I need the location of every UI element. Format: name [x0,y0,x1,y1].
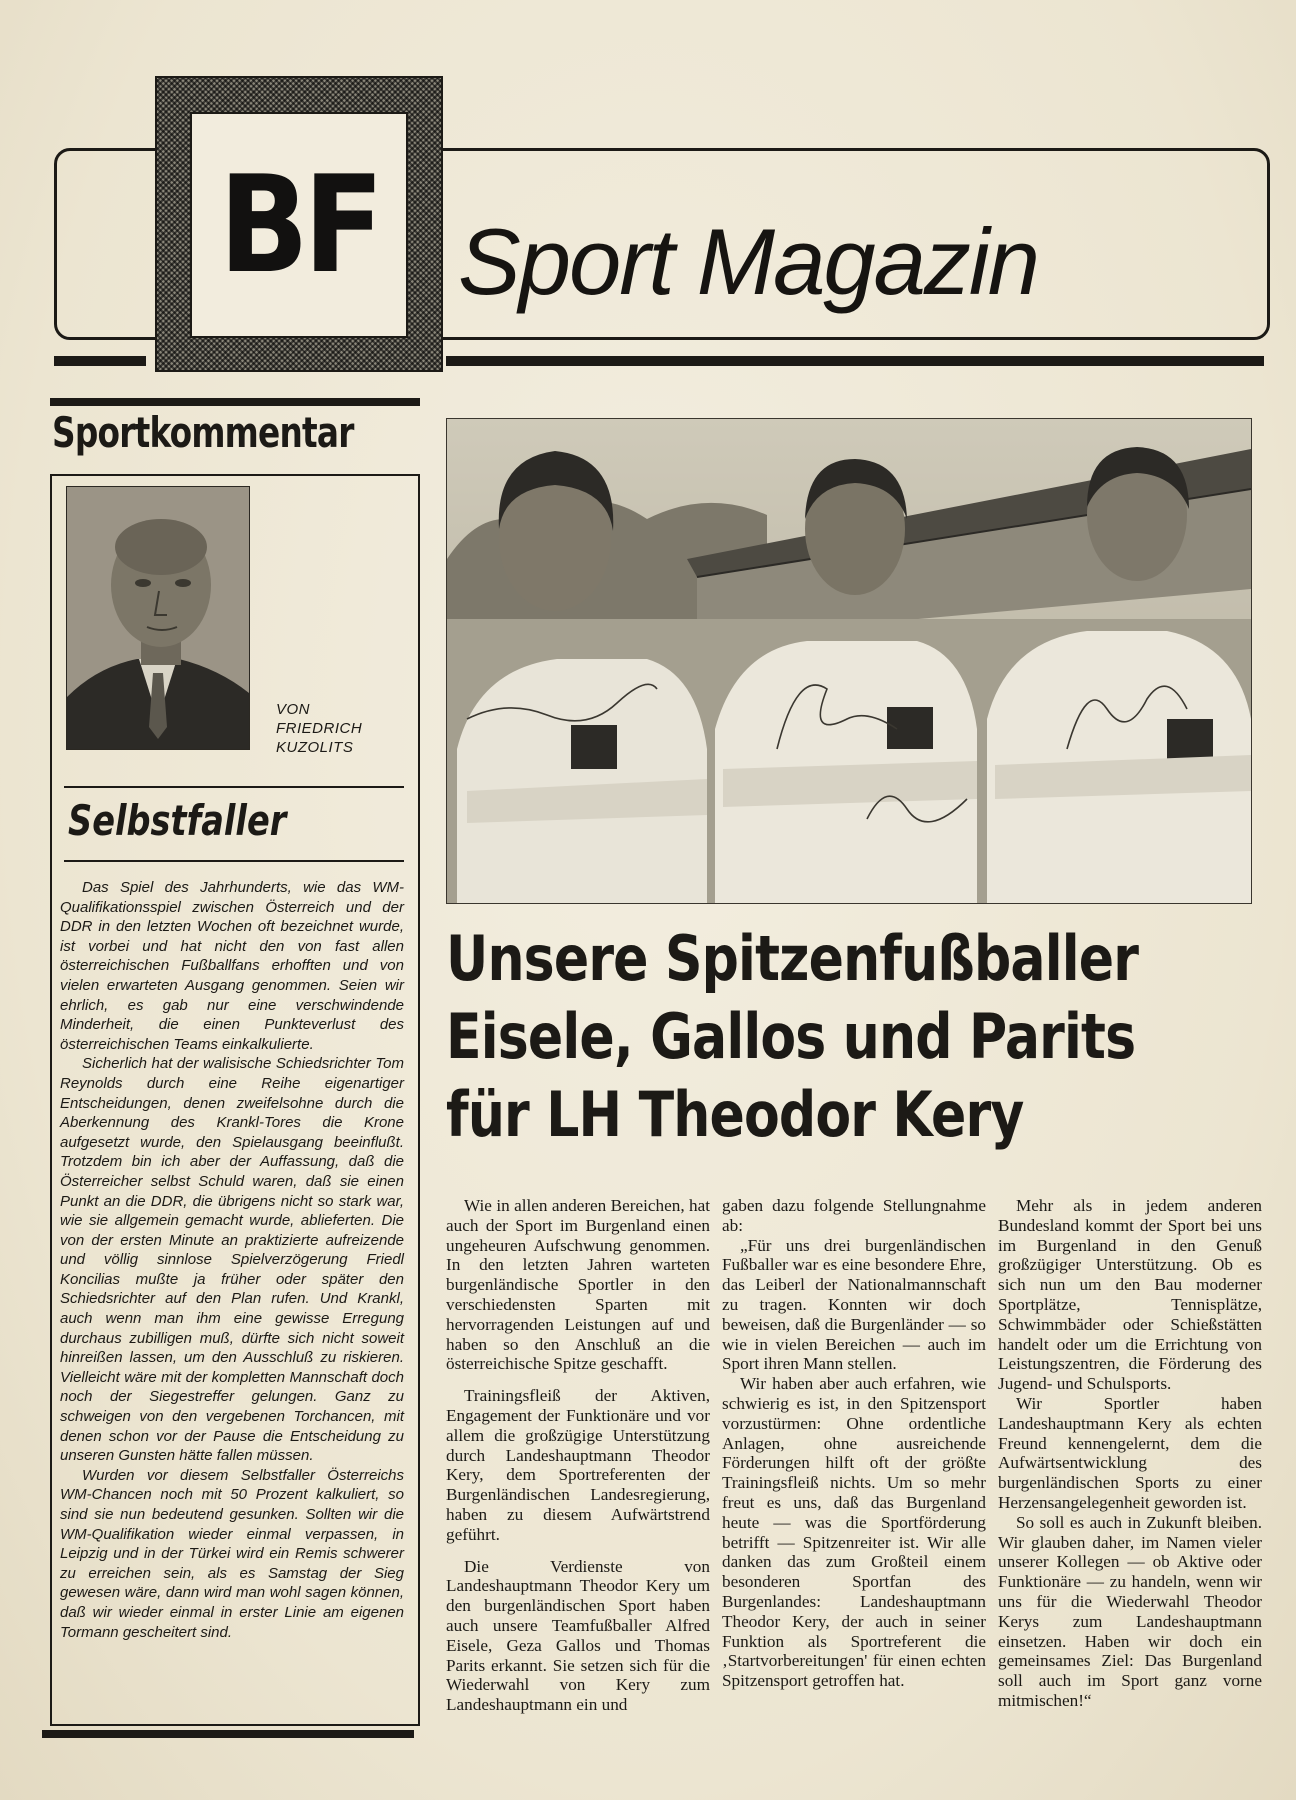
commentary-title: Selbstfaller [68,796,287,845]
commentary-top-rule [50,398,420,406]
logo-text: BF [219,147,379,303]
headline-line: für LH Theodor Kery [446,1078,1024,1151]
bf-logo [190,112,408,338]
title-rule-top [64,786,404,788]
headline-line: Unsere Spitzenfußballer [446,922,1139,995]
magazine-title: Sport Magazin [458,209,1039,314]
players-photo [446,418,1252,904]
article-column-2 [722,1196,986,1691]
headline-line: Eisele, Gallos und Parits [446,1000,1136,1073]
header-rule-left [54,356,146,366]
author-portrait [66,486,250,750]
article-paragraph: Mehr als in jedem anderen Bundesland kommt der Sport bei uns im Burgenland in den Genuß großzügiger Unterstützung. Ob es sich nun um den Bau moderner Sportplätze, Tennisplätze, Schwimmbäder oder Schießstätten handelt oder um die Errichtung von Leistungszentren, die Förderung des Jugend- und Schulsports. [998,1196,1262,1394]
commentary-paragraph: Wurden vor diesem Selbstfaller Österreichs WM-Chancen noch mit 50 Prozent kalkuliert, so sind sie nun bedeutend gesunken. Sollten wir die WM-Qualifikation wieder einmal verpassen, in Leipzig und in der Türkei wird ein Remis schwerer zu erreichen sein, als es Samstag der Sieg gewesen wäre, dann wird man wohl sagen können, daß wir wieder einmal in erster Linie am eigenen Tormann gescheitert sind. [60,1466,404,1641]
article-paragraph: gaben dazu folgende Stellungnahme ab: [722,1196,986,1235]
byline-lastname: KUZOLITS [276,739,354,756]
article-paragraph: Trainingsfleiß der Aktiven, Engagement der Funktionäre und vor allem die großzügige Unterstützung durch Landeshauptmann Theodor Kery, dem Sportreferenten der Burgenländischen Landesregierung, haben zu diesem Aufwärtstrend geführt. [446,1386,710,1544]
byline-firstname: FRIEDRICH [276,720,363,737]
article-paragraph: Die Verdienste von Landeshauptmann Theodor Kery um den burgenländischen Sport haben auch unsere Teamfußballer Alfred Eisele, Geza Gallos und Thomas Parits erkannt. Sie setzen sich für die Wiederwahl von Kery zum Landeshauptmann ein und [446,1556,710,1715]
commentary-text [60,878,404,1642]
article-paragraph: Wie in allen anderen Bereichen, hat auch der Sport im Burgenland einen ungeheuren Aufschwung genommen. In den letzten Jahren warteten burgenländische Sportler in den verschiedensten Sparten mit hervorragenden Leistungen auf und haben so den Anschluß an die österreichische Spitze geschafft. [446,1196,710,1374]
commentary-paragraph: Das Spiel des Jahrhunderts, wie das WM-Qualifikationsspiel zwischen Österreich und der DDR in den letzten Wochen oft bezeichnet wurde, ist vorbei und hat nicht den von fast allen österreichischen Fußballfans erhofften und von vielen erwarteten Ausgang genommen. Seien wir ehrlich, es gab nur eine verschwindende Minderheit, die einen Punkteverlust des österreichischen Teams einkalkulierte. [60,879,404,1053]
header-rule-right [446,356,1264,366]
article-column-1 [446,1196,710,1715]
article-paragraph: Wir Sportler haben Landeshauptmann Kery als echten Freund kennengelernt, dem die Aufwärtsentwicklung des burgenländischen Sports zu einer Herzensangelegenheit geworden ist. [998,1393,1262,1512]
section-title: Sportkommentar [52,408,354,457]
commentary-paragraph: Sicherlich hat der walisische Schiedsrichter Tom Reynolds durch eine Reihe eigenartiger Entscheidungen, denen zweifelsohne durch die Aberkennung des Krankl-Tores die Krone aufgesetzt wurde, den Spielausgang beeinflußt. Trotzdem bin ich aber der Auffassung, daß die Österreicher selbst Schuld waren, daß sie einen Punkt an die DDR, die übrigens nicht so stark war, wie sie allgemein gemacht wurde, ablieferten. Die von der ersten Minute an praktizierte aufreizende und völlig sinnlose Spielverzögerung Friedl Koncilias mußte ja früher oder später den Schiedsrichter auf den Plan rufen. Und Krankl, auch wenn man ihm eine gewisse Erregung durchaus zubilligen muß, dürfte sich nicht soweit hinreißen lassen, um den Ausschluß zu riskieren. Vielleicht wäre mit der kompletten Mannschaft doch noch der Siegestreffer gelungen. Ganz zu schweigen von den vergebenen Torchancen, mit denen schon vor der Pause die Entscheidung zu unseren Gunsten hätte fallen müssen. [60,1055,404,1465]
article-column-3 [998,1196,1262,1711]
article-paragraph: So soll es auch in Zukunft bleiben. Wir glauben daher, im Namen vieler unserer Kollegen — ob Aktive oder Funktionäre — zu handeln, wenn wir uns für die Wiederwahl Theodor Kerys zum Landeshauptmann einsetzen. Haben wir doch ein gemeinsames Ziel: Das Burgenland soll auch im Sport ganz vorne mitmischen!“ [998,1512,1262,1710]
title-rule-bottom [64,860,404,862]
article-headline [446,920,1256,1154]
byline [276,700,362,757]
byline-von: VON [276,701,311,718]
article-paragraph: Wir haben aber auch erfahren, wie schwierig es ist, in den Spitzensport vorzustürmen: Ohne ordentliche Anlagen, ohne ausreichende Förderungen hilft oft der größte Trainingsfleiß nichts. Um so mehr freut es uns, daß das Burgenland heute — was die Sportförderung betrifft — Spitzenreiter ist. Wir alle danken das zum Großteil einem besonderen Sportfan des Burgenlandes: Landeshauptmann Theodor Kery, der auch in seiner Funktion als Sportreferent die ‚Startvorbereitungen' für einen echten Spitzensport getroffen hat. [722,1374,986,1691]
article-paragraph: „Für uns drei burgenländischen Fußballer war es eine besondere Ehre, das Leiberl der Nationalmannschaft zu tragen. Konnten wir doch beweisen, daß die Burgenländer — so wie in vielen Bereichen — auch im Sport ihren Mann stellen. [722,1235,986,1374]
commentary-bottom-rule [42,1730,414,1738]
